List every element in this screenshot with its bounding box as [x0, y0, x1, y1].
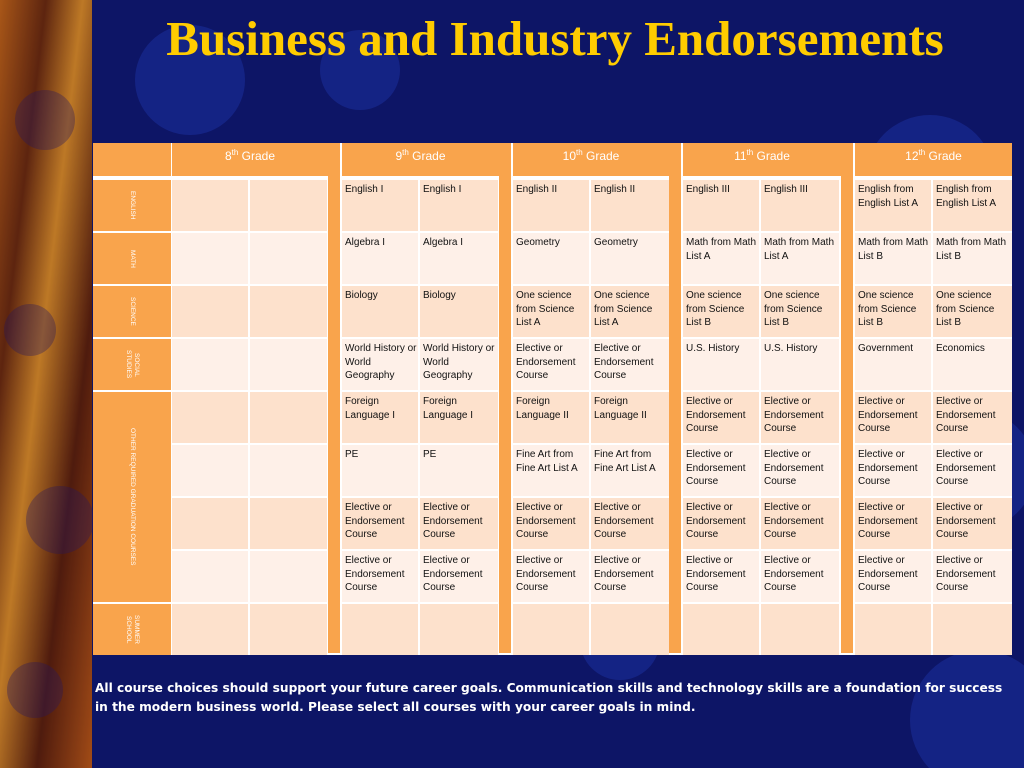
course-cell: Elective or Endorsement Course: [591, 339, 669, 390]
grade-header: [513, 143, 669, 176]
course-cell: Economics: [933, 339, 1012, 390]
row-label-text: SUMMER SCHOOL: [125, 615, 140, 644]
course-cell: Elective or Endorsement Course: [420, 551, 498, 602]
course-cell: English II: [513, 180, 589, 231]
course-cell: Elective or Endorsement Course: [683, 551, 759, 602]
row-label-text: MATH: [129, 249, 136, 268]
course-cell: Fine Art from Fine Art List A: [513, 445, 589, 496]
course-cell: Elective or Endorsement Course: [420, 498, 498, 549]
grade-suffix: th: [918, 148, 926, 157]
course-cell: Elective or Endorsement Course: [933, 392, 1012, 443]
grade-number: 10: [562, 149, 576, 163]
course-cell: PE: [342, 445, 418, 496]
grade-separator: [669, 143, 681, 653]
course-cell: English I: [342, 180, 418, 231]
course-cell: Elective or Endorsement Course: [683, 392, 759, 443]
course-cell: English I: [420, 180, 498, 231]
course-cell: One science from Science List A: [513, 286, 589, 337]
row-label: [93, 339, 171, 390]
course-cell: [513, 604, 589, 655]
course-cell: English III: [683, 180, 759, 231]
grade-number: 11: [734, 149, 747, 163]
course-cell: [172, 445, 248, 496]
course-cell: [172, 551, 248, 602]
grade-label: Grade: [582, 149, 620, 163]
course-cell: Elective or Endorsement Course: [761, 392, 839, 443]
header-corner: [93, 143, 171, 176]
row-label: [93, 286, 171, 337]
course-cell: [250, 339, 327, 390]
course-cell: [933, 604, 1012, 655]
course-cell: English from English List A: [933, 180, 1012, 231]
grade-label: Grade: [238, 149, 276, 163]
course-cell: World History or World Geography: [420, 339, 498, 390]
course-cell: [172, 233, 248, 284]
course-cell: Elective or Endorsement Course: [342, 551, 418, 602]
course-cell: Elective or Endorsement Course: [855, 392, 931, 443]
course-cell: Biology: [420, 286, 498, 337]
grade-suffix: th: [576, 148, 583, 157]
grade-separator: [841, 143, 853, 653]
grade-suffix: th: [231, 148, 239, 157]
course-cell: [250, 392, 327, 443]
course-cell: [172, 604, 248, 655]
grade-number: 9: [395, 149, 403, 163]
row-label: [93, 233, 171, 284]
course-cell: [250, 551, 327, 602]
course-cell: PE: [420, 445, 498, 496]
course-cell: Math from Math List A: [761, 233, 839, 284]
grade-header: [683, 143, 841, 176]
grade-label: Grade: [753, 149, 790, 163]
course-cell: One science from Science List B: [933, 286, 1012, 337]
row-label-text: ENGLISH: [129, 191, 136, 220]
course-cell: Elective or Endorsement Course: [761, 551, 839, 602]
grade-number: 8: [224, 149, 232, 163]
row-label: [93, 180, 171, 231]
course-cell: [250, 180, 327, 231]
course-cell: Math from Math List B: [855, 233, 931, 284]
course-cell: Elective or Endorsement Course: [513, 498, 589, 549]
course-cell: Elective or Endorsement Course: [855, 498, 931, 549]
course-cell: Elective or Endorsement Course: [513, 339, 589, 390]
course-cell: Foreign Language I: [420, 392, 498, 443]
course-cell: Elective or Endorsement Course: [683, 445, 759, 496]
course-cell: [591, 604, 669, 655]
row-label: [93, 604, 171, 655]
course-cell: [172, 498, 248, 549]
course-cell: Math from Math List B: [933, 233, 1012, 284]
footer-note: All course choices should support your future career goals. Communication skills and technology skills are a foundation for success in the modern business world. Please select all courses with your career goals in mind.: [95, 681, 1003, 714]
course-cell: [250, 604, 327, 655]
course-cell: [761, 604, 839, 655]
course-cell: English from English List A: [855, 180, 931, 231]
course-cell: Elective or Endorsement Course: [933, 551, 1012, 602]
course-cell: Elective or Endorsement Course: [591, 498, 669, 549]
row-label-text: SCIENCE: [129, 297, 136, 326]
grade-separator: [499, 143, 511, 653]
course-cell: [250, 498, 327, 549]
course-cell: [172, 180, 248, 231]
course-cell: Geometry: [591, 233, 669, 284]
course-cell: [250, 233, 327, 284]
course-cell: Fine Art from Fine Art List A: [591, 445, 669, 496]
course-cell: [172, 286, 248, 337]
course-cell: Elective or Endorsement Course: [761, 445, 839, 496]
course-cell: World History or World Geography: [342, 339, 418, 390]
course-cell: Math from Math List A: [683, 233, 759, 284]
course-cell: U.S. History: [683, 339, 759, 390]
row-label: [93, 392, 171, 602]
course-cell: U.S. History: [761, 339, 839, 390]
course-cell: Biology: [342, 286, 418, 337]
course-cell: [250, 445, 327, 496]
course-cell: Elective or Endorsement Course: [933, 445, 1012, 496]
course-cell: Elective or Endorsement Course: [683, 498, 759, 549]
course-cell: Foreign Language II: [591, 392, 669, 443]
course-cell: [172, 339, 248, 390]
course-cell: Government: [855, 339, 931, 390]
course-cell: One science from Science List A: [591, 286, 669, 337]
grade-header: [342, 143, 499, 176]
course-planning-table: [93, 143, 1012, 655]
grade-suffix: th: [402, 148, 409, 157]
course-cell: Elective or Endorsement Course: [342, 498, 418, 549]
row-label-text: SOCIAL STUDIES: [125, 350, 140, 379]
course-cell: [342, 604, 418, 655]
course-cell: Elective or Endorsement Course: [513, 551, 589, 602]
course-cell: One science from Science List B: [683, 286, 759, 337]
course-cell: One science from Science List B: [761, 286, 839, 337]
grade-number: 12: [905, 149, 919, 163]
course-cell: Elective or Endorsement Course: [591, 551, 669, 602]
grade-header: [172, 143, 328, 176]
course-cell: [420, 604, 498, 655]
course-cell: Algebra I: [420, 233, 498, 284]
course-cell: [172, 392, 248, 443]
grade-header: [855, 143, 1012, 176]
course-cell: English III: [761, 180, 839, 231]
course-cell: Geometry: [513, 233, 589, 284]
grade-separator: [328, 143, 340, 653]
slide-title: Business and Industry Endorsements: [166, 11, 944, 66]
grade-suffix: th: [746, 148, 754, 157]
course-cell: Elective or Endorsement Course: [933, 498, 1012, 549]
course-cell: Foreign Language I: [342, 392, 418, 443]
grade-label: Grade: [408, 149, 446, 163]
course-cell: [855, 604, 931, 655]
course-cell: Elective or Endorsement Course: [761, 498, 839, 549]
course-cell: Elective or Endorsement Course: [855, 445, 931, 496]
course-cell: Algebra I: [342, 233, 418, 284]
grade-label: Grade: [925, 149, 962, 163]
course-cell: [250, 286, 327, 337]
course-cell: [683, 604, 759, 655]
course-cell: English II: [591, 180, 669, 231]
course-cell: One science from Science List B: [855, 286, 931, 337]
course-cell: Elective or Endorsement Course: [855, 551, 931, 602]
row-label-text: OTHER REQUIRED GRADUATION COURSES: [129, 428, 136, 566]
course-cell: Foreign Language II: [513, 392, 589, 443]
